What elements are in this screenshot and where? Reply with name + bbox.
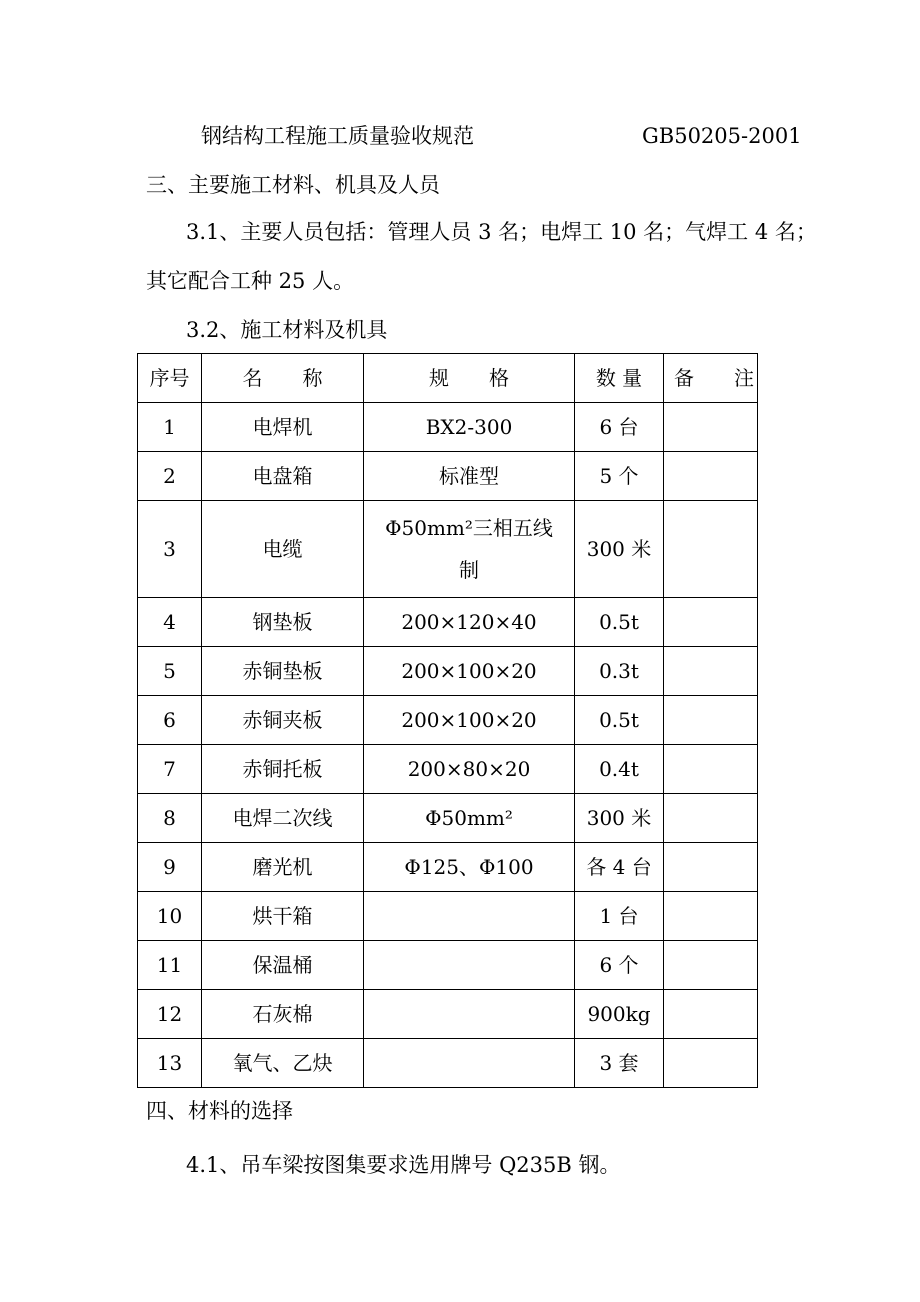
cell-note <box>664 452 758 501</box>
cell-spec: Φ50mm² <box>364 794 575 843</box>
cell-spec: 标准型 <box>364 452 575 501</box>
cell-spec: 200×100×20 <box>364 647 575 696</box>
table-row <box>138 941 758 990</box>
table-row <box>138 892 758 941</box>
cell-qty: 300 米 <box>575 794 664 843</box>
cell-no: 7 <box>138 745 202 794</box>
cell-note <box>664 892 758 941</box>
section-3-heading: 三、主要施工材料、机具及人员 <box>146 173 440 197</box>
header-spec: 规 格 <box>364 354 575 403</box>
cell-no: 12 <box>138 990 202 1039</box>
cell-spec: 200×120×40 <box>364 598 575 647</box>
cell-name: 电缆 <box>202 501 364 598</box>
cell-note <box>664 794 758 843</box>
table-row <box>138 843 758 892</box>
header-name: 名 称 <box>202 354 364 403</box>
cell-name: 烘干箱 <box>202 892 364 941</box>
cell-no: 11 <box>138 941 202 990</box>
cell-name: 赤铜夹板 <box>202 696 364 745</box>
cell-spec <box>364 990 575 1039</box>
cell-no: 8 <box>138 794 202 843</box>
table-row <box>138 452 758 501</box>
header-note: 备 注 <box>664 354 758 403</box>
cell-no: 10 <box>138 892 202 941</box>
cell-name: 石灰棉 <box>202 990 364 1039</box>
cell-spec: BX2-300 <box>364 403 575 452</box>
cell-note <box>664 745 758 794</box>
cell-spec: 200×100×20 <box>364 696 575 745</box>
cell-note <box>664 598 758 647</box>
reference-standard-title: 钢结构工程施工质量验收规范 <box>201 124 474 148</box>
table-row <box>138 501 758 598</box>
cell-qty: 6 个 <box>575 941 664 990</box>
cell-no: 13 <box>138 1039 202 1088</box>
cell-qty: 0.5t <box>575 696 664 745</box>
table-header-row <box>138 354 758 403</box>
section-4-heading: 四、材料的选择 <box>146 1099 293 1123</box>
cell-no: 4 <box>138 598 202 647</box>
cell-note <box>664 647 758 696</box>
cell-name: 钢垫板 <box>202 598 364 647</box>
cell-name: 赤铜托板 <box>202 745 364 794</box>
table-row <box>138 990 758 1039</box>
table-body <box>138 403 758 1088</box>
cell-note <box>664 843 758 892</box>
cell-name: 电焊机 <box>202 403 364 452</box>
cell-no: 6 <box>138 696 202 745</box>
table-row <box>138 794 758 843</box>
paragraph-3-1-line-1: 3.1、主要人员包括：管理人员 3 名；电焊工 10 名；气焊工 4 名； <box>186 220 817 244</box>
cell-note <box>664 990 758 1039</box>
cell-no: 5 <box>138 647 202 696</box>
cell-name: 氧气、乙炔 <box>202 1039 364 1088</box>
header-qty: 数 量 <box>575 354 664 403</box>
cell-no: 3 <box>138 501 202 598</box>
paragraph-3-1-line-2: 其它配合工种 25 人。 <box>146 269 355 293</box>
table-row <box>138 745 758 794</box>
cell-name: 保温桶 <box>202 941 364 990</box>
cell-note <box>664 501 758 598</box>
cell-name: 电盘箱 <box>202 452 364 501</box>
cell-qty: 6 台 <box>575 403 664 452</box>
table-row <box>138 696 758 745</box>
materials-equipment-table <box>137 353 758 1088</box>
table-row <box>138 598 758 647</box>
header-no: 序号 <box>138 354 202 403</box>
cell-note <box>664 941 758 990</box>
cell-spec <box>364 1039 575 1088</box>
cell-note <box>664 403 758 452</box>
table-row <box>138 403 758 452</box>
cell-spec <box>364 941 575 990</box>
reference-standard-code: GB50205-2001 <box>642 124 802 148</box>
cell-no: 2 <box>138 452 202 501</box>
cell-qty: 0.5t <box>575 598 664 647</box>
cell-spec <box>364 892 575 941</box>
cell-name: 磨光机 <box>202 843 364 892</box>
cell-note <box>664 1039 758 1088</box>
cell-qty: 5 个 <box>575 452 664 501</box>
table-row <box>138 647 758 696</box>
cell-name: 电焊二次线 <box>202 794 364 843</box>
cell-qty: 300 米 <box>575 501 664 598</box>
cell-note <box>664 696 758 745</box>
cell-spec: Φ50mm²三相五线制 <box>364 501 575 598</box>
cell-qty: 900kg <box>575 990 664 1039</box>
table-row <box>138 1039 758 1088</box>
cell-qty: 1 台 <box>575 892 664 941</box>
cell-qty: 各 4 台 <box>575 843 664 892</box>
cell-no: 1 <box>138 403 202 452</box>
paragraph-4-1: 4.1、吊车梁按图集要求选用牌号 Q235B 钢。 <box>186 1153 621 1177</box>
cell-qty: 0.4t <box>575 745 664 794</box>
paragraph-3-2: 3.2、施工材料及机具 <box>186 318 388 342</box>
cell-spec: Φ125、Φ100 <box>364 843 575 892</box>
cell-name: 赤铜垫板 <box>202 647 364 696</box>
cell-spec: 200×80×20 <box>364 745 575 794</box>
cell-qty: 3 套 <box>575 1039 664 1088</box>
cell-qty: 0.3t <box>575 647 664 696</box>
cell-no: 9 <box>138 843 202 892</box>
